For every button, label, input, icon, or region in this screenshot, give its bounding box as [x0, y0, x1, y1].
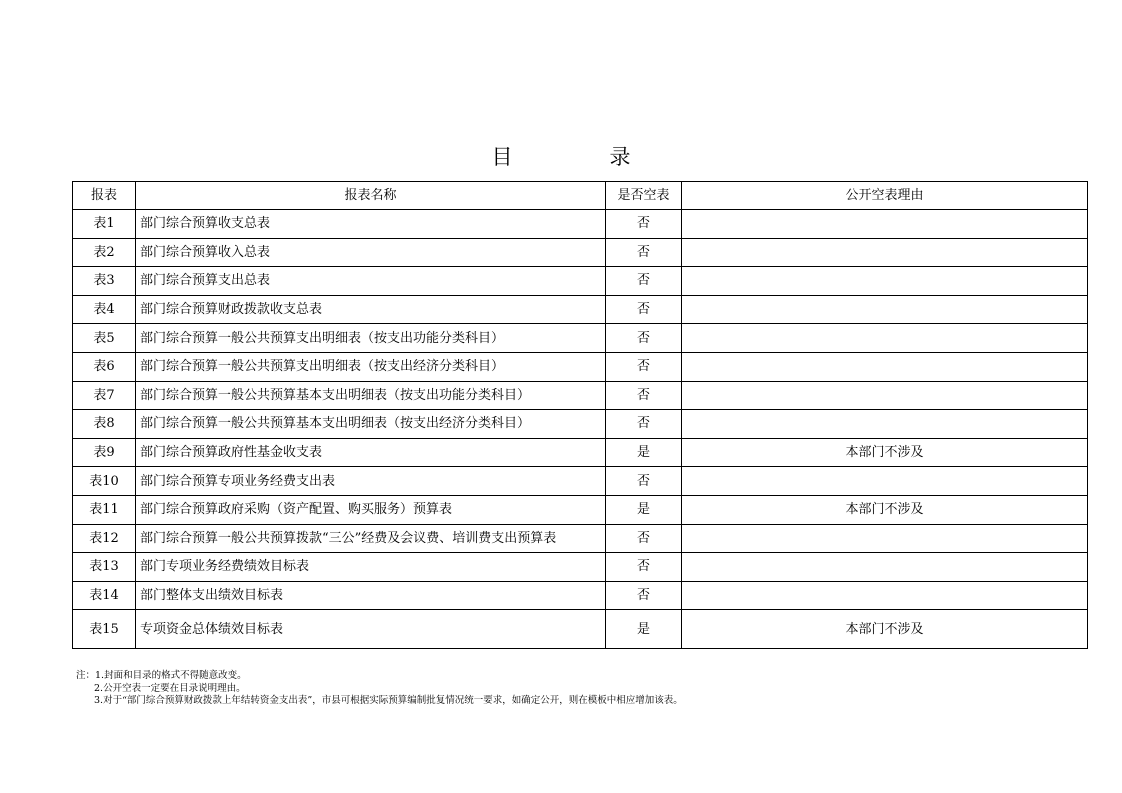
catalog-table: [72, 181, 1088, 649]
row-reason: [682, 410, 1088, 439]
row-name: 专项资金总体绩效目标表: [136, 610, 606, 649]
row-reason: [682, 267, 1088, 296]
row-is-empty: 否: [606, 238, 682, 267]
row-is-empty: 否: [606, 295, 682, 324]
table-row: [73, 581, 1088, 610]
table-row: [73, 352, 1088, 381]
row-id: 表13: [73, 553, 136, 582]
row-is-empty: 否: [606, 524, 682, 553]
row-name: 部门综合预算收入总表: [136, 238, 606, 267]
table-row: [73, 381, 1088, 410]
row-reason: 本部门不涉及: [682, 438, 1088, 467]
header-reason: 公开空表理由: [682, 182, 1088, 210]
header-id: 报表: [73, 182, 136, 210]
row-is-empty: 否: [606, 352, 682, 381]
row-reason: [682, 381, 1088, 410]
row-name: 部门专项业务经费绩效目标表: [136, 553, 606, 582]
row-is-empty: 是: [606, 438, 682, 467]
row-is-empty: 否: [606, 467, 682, 496]
row-name: 部门综合预算政府性基金收支表: [136, 438, 606, 467]
footnote-1: [76, 670, 683, 683]
table-row: [73, 238, 1088, 267]
row-reason: [682, 467, 1088, 496]
row-is-empty: 否: [606, 381, 682, 410]
row-id: 表12: [73, 524, 136, 553]
table-row: [73, 410, 1088, 439]
table-row: [73, 467, 1088, 496]
row-id: 表5: [73, 324, 136, 353]
table-row: [73, 324, 1088, 353]
row-name: 部门综合预算一般公共预算拨款“三公”经费及会议费、培训费支出预算表: [136, 524, 606, 553]
table-row: [73, 524, 1088, 553]
row-id: 表15: [73, 610, 136, 649]
row-id: 表7: [73, 381, 136, 410]
row-reason: [682, 581, 1088, 610]
footnotes: [76, 670, 683, 708]
row-id: 表14: [73, 581, 136, 610]
footnote-text: 1.封面和目录的格式不得随意改变。: [95, 670, 247, 681]
row-name: 部门综合预算财政拨款收支总表: [136, 295, 606, 324]
row-name: 部门综合预算专项业务经费支出表: [136, 467, 606, 496]
table-row: [73, 495, 1088, 524]
row-name: 部门综合预算一般公共预算支出明细表（按支出功能分类科目）: [136, 324, 606, 353]
page-title: 目 录: [491, 145, 669, 169]
footnote-text: 3.对于“部门综合预算财政拨款上年结转资金支出表”，市县可根据实际预算编制批复情况统一要求，如确定公开，则在模板中相应增加该表。: [94, 695, 683, 706]
footnote-2: [76, 683, 683, 696]
table-header-row: [73, 182, 1088, 210]
row-id: 表11: [73, 495, 136, 524]
row-id: 表10: [73, 467, 136, 496]
row-reason: [682, 238, 1088, 267]
row-reason: [682, 324, 1088, 353]
footnote-prefix: 注：: [76, 670, 96, 681]
row-id: 表4: [73, 295, 136, 324]
table-row: [73, 210, 1088, 239]
row-reason: [682, 553, 1088, 582]
row-id: 表1: [73, 210, 136, 239]
row-id: 表6: [73, 352, 136, 381]
row-reason: [682, 352, 1088, 381]
footnote-text: 2.公开空表一定要在目录说明理由。: [94, 682, 246, 694]
row-id: 表2: [73, 238, 136, 267]
row-reason: 本部门不涉及: [682, 610, 1088, 649]
row-is-empty: 否: [606, 581, 682, 610]
row-reason: [682, 295, 1088, 324]
row-name: 部门综合预算支出总表: [136, 267, 606, 296]
row-is-empty: 是: [606, 610, 682, 649]
row-is-empty: 否: [606, 324, 682, 353]
row-is-empty: 否: [606, 410, 682, 439]
header-is-empty: 是否空表: [606, 182, 682, 210]
row-name: 部门综合预算一般公共预算支出明细表（按支出经济分类科目）: [136, 352, 606, 381]
table-row: [73, 553, 1088, 582]
footnote-3: [76, 695, 683, 708]
row-name: 部门综合预算一般公共预算基本支出明细表（按支出经济分类科目）: [136, 410, 606, 439]
table-row: [73, 267, 1088, 296]
row-is-empty: 是: [606, 495, 682, 524]
row-id: 表8: [73, 410, 136, 439]
header-name: 报表名称: [136, 182, 606, 210]
row-is-empty: 否: [606, 210, 682, 239]
row-name: 部门整体支出绩效目标表: [136, 581, 606, 610]
row-is-empty: 否: [606, 267, 682, 296]
row-reason: [682, 210, 1088, 239]
table-row: [73, 295, 1088, 324]
row-is-empty: 否: [606, 553, 682, 582]
row-name: 部门综合预算政府采购（资产配置、购买服务）预算表: [136, 495, 606, 524]
table-row: [73, 610, 1088, 649]
row-name: 部门综合预算一般公共预算基本支出明细表（按支出功能分类科目）: [136, 381, 606, 410]
row-name: 部门综合预算收支总表: [136, 210, 606, 239]
table-row: [73, 438, 1088, 467]
row-id: 表9: [73, 438, 136, 467]
row-reason: [682, 524, 1088, 553]
row-id: 表3: [73, 267, 136, 296]
row-reason: 本部门不涉及: [682, 495, 1088, 524]
